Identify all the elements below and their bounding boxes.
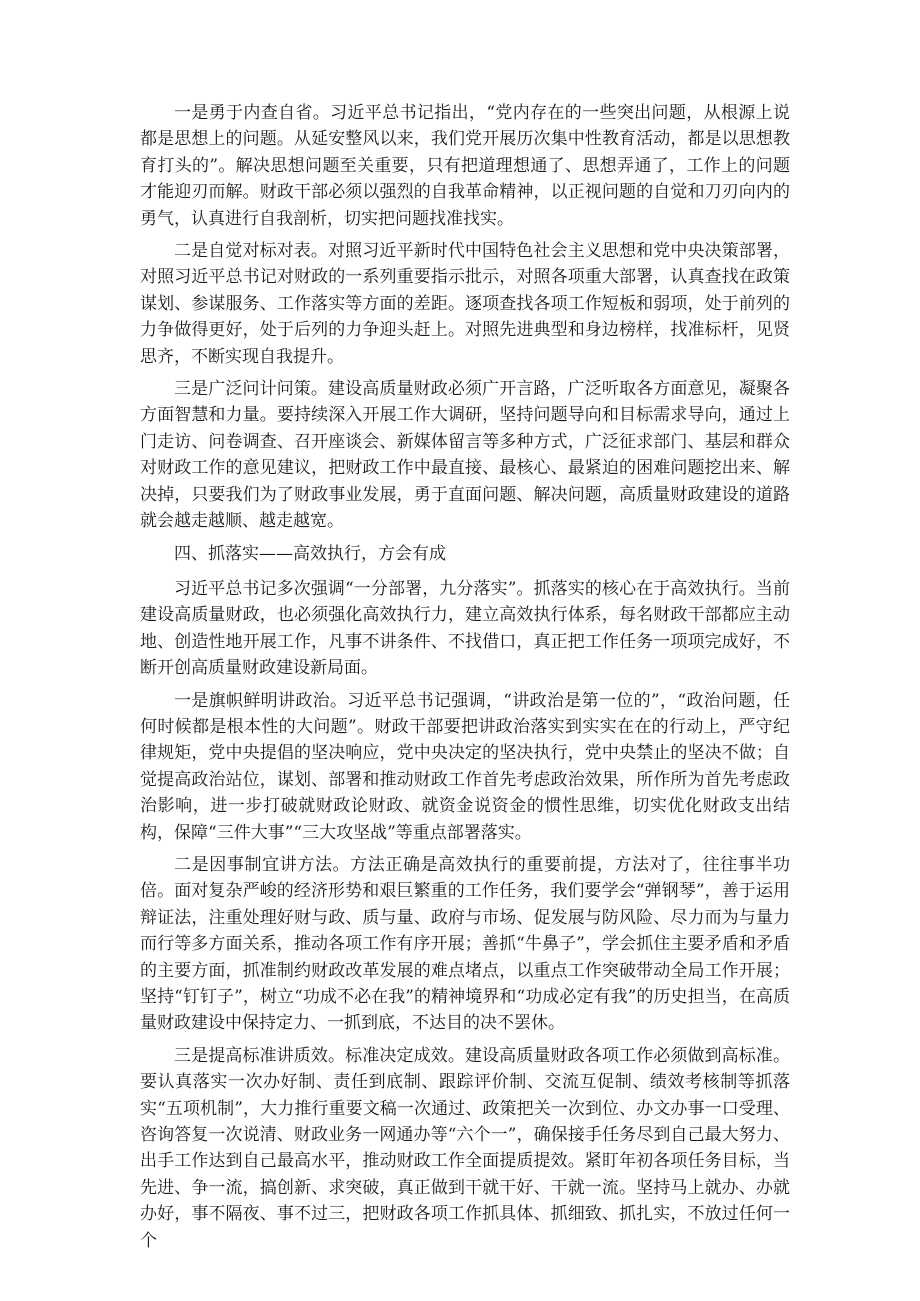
- document-body: [140, 100, 790, 1260]
- paragraph-benchmarking: 二是自觉对标对表。对照习近平新时代中国特色社会主义思想和党中央决策部署，对照习近平总书记对财政的一系列重要指示批示，对照各项重大部署，认真查找在政策谋划、参谋服务、工作落实等方面的差距。逐项查找各项工作短板和弱项，处于前列的力争做得更好，处于后列的力争迎头赶上。对照先进典型和身边榜样，找准标杆，见贤思齐，不断实现自我提升。: [140, 241, 790, 367]
- paragraph-implementation-intro: 习近平总书记多次强调“一分部署，九分落实”。抓落实的核心在于高效执行。当前建设高质量财政，也必须强化高效执行力，建立高效执行体系，每名财政干部都应主动地、创造性地开展工作，凡事不讲条件、不找借口，真正把工作任务一项项完成好，不断开创高质量财政建设新局面。: [140, 578, 790, 679]
- paragraph-politics: 一是旗帜鲜明讲政治。习近平总书记强调，“讲政治是第一位的”，“政治问题，任何时候都是根本性的大问题”。财政干部要把讲政治落实到实实在在的行动上，严守纪律规矩，党中央提倡的坚决响应，党中央决定的坚决执行，党中央禁止的坚决不做；自觉提高政治站位，谋划、部署和推动财政工作首先考虑政治效果，所作所为首先考虑政治影响，进一步打破就财政论财政、就资金说资金的惯性思维，切实优化财政支出结构，保障“三件大事”“三大攻坚战”等重点部署落实。: [140, 690, 790, 843]
- section-heading-implementation: 四、抓落实——高效执行，方会有成: [174, 543, 446, 564]
- paragraph-methods: 二是因事制宜讲方法。方法正确是高效执行的重要前提，方法对了，往往事半功倍。面对复杂严峻的经济形势和艰巨繁重的工作任务，我们要学会“弹钢琴”，善于运用辩证法，注重处理好财与政、质与量、政府与市场、促发展与防风险、尽力而为与量力而行等多方面关系，推动各项工作有序开展；善抓“牛鼻子”，学会抓住主要矛盾和矛盾的主要方面，抓准制约财政改革发展的难点堵点，以重点工作突破带动全局工作开展；坚持“钉钉子”，树立“功成不必在我”的精神境界和“功成必定有我”的历史担当，在高质量财政建设中保持定力、一抓到底，不达目的决不罢休。: [140, 854, 790, 1034]
- paragraph-standards: 三是提高标准讲质效。标准决定成效。建设高质量财政各项工作必须做到高标准。要认真落实一次办好制、责任到底制、跟踪评价制、交流互促制、绩效考核制等抓落实“五项机制”，大力推行重要文稿一次通过、政策把关一次到位、办文办事一口受理、咨询答复一次说清、财政业务一网通办等“六个一”，确保接手任务尽到自己最大努力、出手工作达到自己最高水平，推动财政工作全面提质提效。紧盯年初各项任务目标，当先进、争一流，搞创新、求突破，真正做到干就干好、干就一流。坚持马上就办、办就办好，事不隔夜、事不过三，把财政各项工作抓具体、抓细致、抓扎实，不放过任何一个: [140, 1045, 790, 1251]
- paragraph-consultation: 三是广泛问计问策。建设高质量财政必须广开言路，广泛听取各方面意见，凝聚各方面智慧和力量。要持续深入开展工作大调研，坚持问题导向和目标需求导向，通过上门走访、问卷调查、召开座谈会、新媒体留言等多种方式，广泛征求部门、基层和群众对财政工作的意见建议，把财政工作中最直接、最核心、最紧迫的困难问题挖出来、解决掉，只要我们为了财政事业发展，勇于直面问题、解决问题，高质量财政建设的道路就会越走越顺、越走越宽。: [140, 379, 790, 532]
- paragraph-self-examination: 一是勇于内查自省。习近平总书记指出，“党内存在的一些突出问题，从根源上说都是思想上的问题。从延安整风以来，我们党开展历次集中性教育活动，都是以思想教育打头的”。解决思想问题至关重要，只有把道理想通了、思想弄通了，工作上的问题才能迎刃而解。财政干部必须以强烈的自我革命精神，以正视问题的自觉和刀刃向内的勇气，认真进行自我剖析，切实把问题找准找实。: [140, 103, 790, 229]
